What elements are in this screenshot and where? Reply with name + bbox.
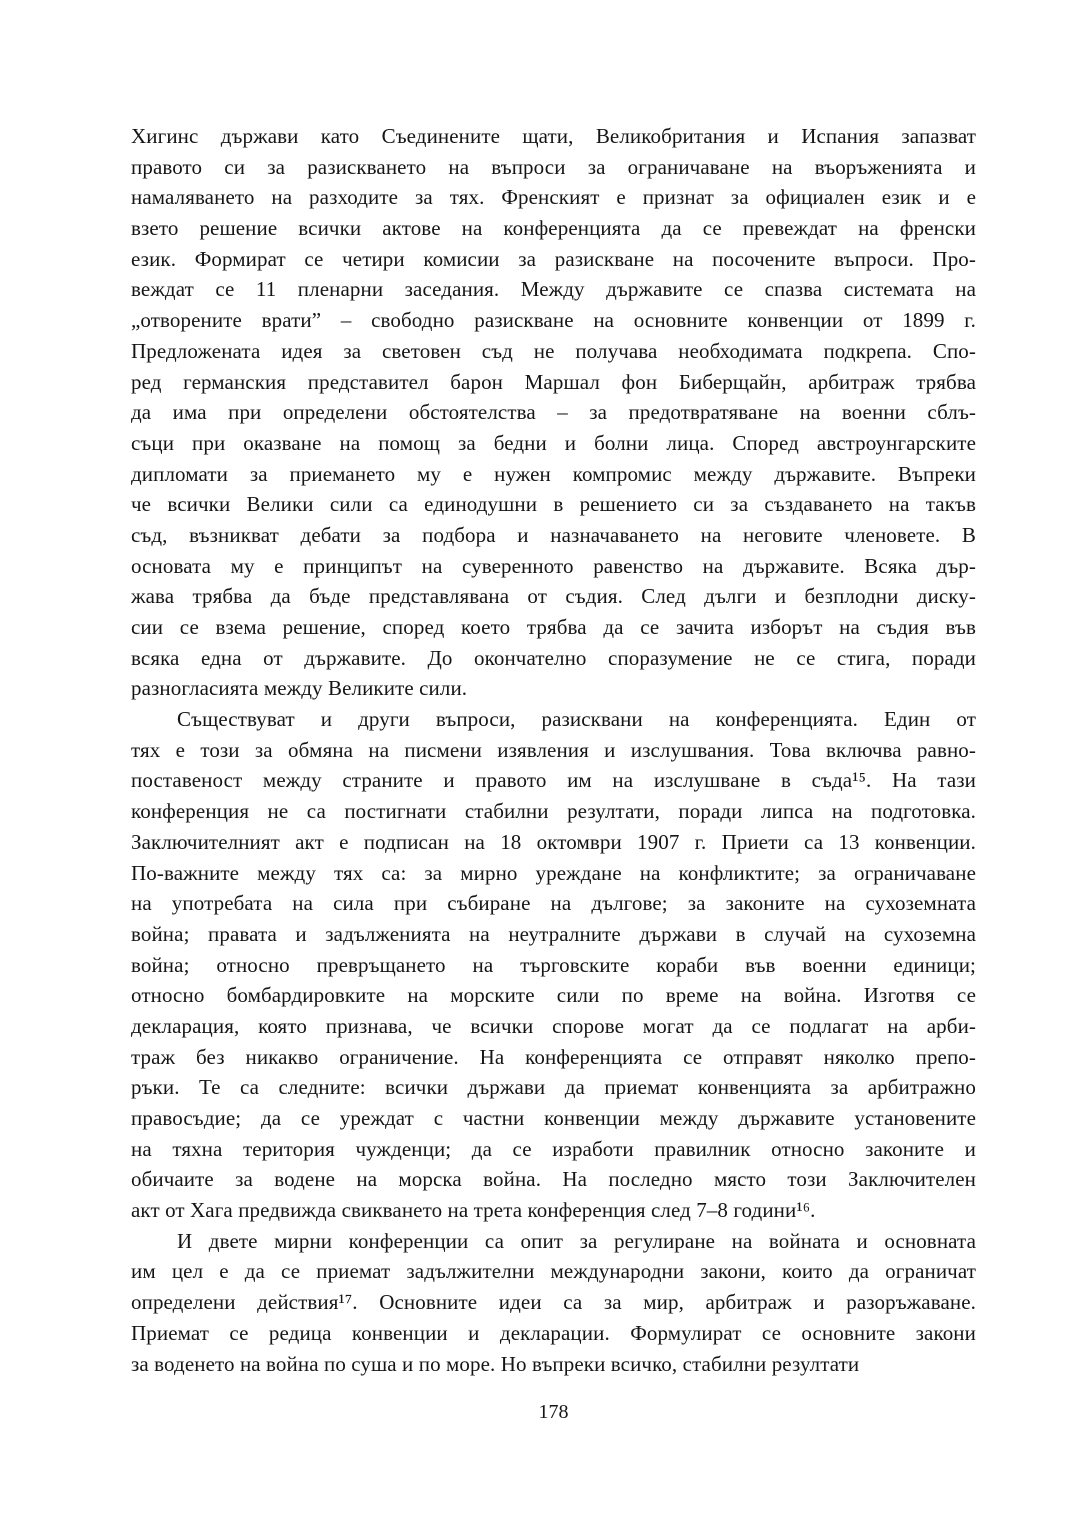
text-line: за воденето на война по суша и по море. Но въпреки всичко, стабилни резултати: [131, 1351, 860, 1376]
text-line: конференция не са постигнати стабилни резултати, поради липса на подготовка.: [131, 799, 976, 824]
text-line: всяка една от държавите. До окончателно споразумение не се стига, поради: [131, 645, 976, 670]
text-line: намаляването на разходите за тях. Френският е признат за официален език и е: [131, 185, 976, 210]
text-line: ръки. Те са следните: всички държави да приемат конвенцията за арбитражно: [131, 1075, 976, 1100]
text-line: взето решение всички актове на конференцията да се превеждат на френски: [131, 216, 976, 241]
text-line: основата му е принципът на суверенното равенство на държавите. Всяка дър-: [131, 553, 976, 578]
text-line: Хигинс държави като Съединените щати, Великобритания и Испания запазват: [131, 124, 976, 148]
page-text: [131, 121, 976, 1379]
text-line: относно бомбардировките на морските сили по време на война. Изготвя се: [131, 983, 976, 1008]
text-line: определени действия¹⁷. Основните идеи са за мир, арбитраж и разоръжаване.: [131, 1290, 976, 1315]
text-line: Заключителният акт е подписан на 18 октомври 1907 г. Приети са 13 конвенции.: [131, 829, 976, 854]
paragraph: [131, 704, 976, 1226]
text-line: тях е този за обмяна на писмени изявления и изслушвания. Това включва равно-: [131, 737, 976, 762]
text-line: жава трябва да бъде представлявана от съдия. След дълги и безплодни диску-: [131, 584, 976, 609]
text-line: съд, възникват дебати за подбора и назначаването на неговите членовете. В: [131, 522, 976, 547]
text-line: на употребата на сила при събиране на дългове; за законите на сухоземната: [131, 891, 976, 916]
paragraph: [131, 1226, 976, 1379]
text-line: правото си за разискването на въпроси за ограничаване на въоръженията и: [131, 154, 976, 179]
text-line: Приемат се редица конвенции и декларации. Формулират се основните закони: [131, 1320, 976, 1345]
text-line: разногласията между Великите сили.: [131, 676, 468, 701]
text-line: война; относно превръщането на търговските кораби във военни единици;: [131, 952, 976, 977]
text-line: обичаите за водене на морска война. На последно място този Заключителен: [131, 1167, 976, 1192]
text-line: че всички Велики сили са единодушни в решението си за създаването на такъв: [131, 492, 976, 517]
text-line: И двете мирни конференции са опит за регулиране на войната и основната: [177, 1228, 976, 1253]
text-line: По-важните между тях са: за мирно уреждане на конфликтите; за ограничаване: [131, 860, 976, 885]
text-line: декларация, която признава, че всички спорове могат да се подлагат на арби-: [131, 1013, 976, 1038]
text-line: „отворените врати” – свободно разискване на основните конвенции от 1899 г.: [131, 308, 976, 333]
text-line: Съществуват и други въпроси, разисквани на конференцията. Един от: [177, 707, 976, 732]
page-number: 178: [538, 1401, 569, 1423]
text-line: съци при оказване на помощ за бедни и болни лица. Според австроунгарските: [131, 430, 976, 455]
text-line: ред германския представител барон Маршал фон Биберщайн, арбитраж трябва: [131, 369, 976, 394]
text-line: война; правата и задълженията на неутралните държави в случай на сухоземна: [131, 921, 976, 946]
text-line: да има при определени обстоятелства – за предотвратяване на военни сблъ-: [131, 400, 976, 425]
text-line: правосъдие; да се уреждат с частни конвенции между държавите установените: [131, 1106, 976, 1130]
text-line: траж без никакво ограничение. На конференцията се отправят няколко препо-: [131, 1044, 976, 1069]
text-line: поставеност между страните и правото им на изслушване в съда¹⁵. На тази: [131, 768, 976, 793]
text-line: език. Формират се четири комисии за разискване на посочените въпроси. Про-: [131, 246, 976, 271]
text-line: сии се взема решение, според което трябва да се зачита изборът на съдия във: [131, 615, 976, 639]
text-line: акт от Хага предвижда свикването на трета конференция след 7–8 години¹⁶.: [131, 1198, 816, 1223]
text-line: им цел е да се приемат задължителни международни закони, които да ограничат: [131, 1259, 976, 1284]
text-line: веждат се 11 пленарни заседания. Между държавите се спазва системата на: [131, 277, 976, 302]
text-line: на тяхна територия чужденци; да се изработи правилник относно законите и: [131, 1136, 976, 1161]
text-line: Предложената идея за световен съд не получава необходимата подкрепа. Спо-: [131, 338, 976, 363]
text-line: дипломати за приемането му е нужен компромис между държавите. Въпреки: [131, 461, 976, 486]
paragraph: [131, 121, 976, 704]
